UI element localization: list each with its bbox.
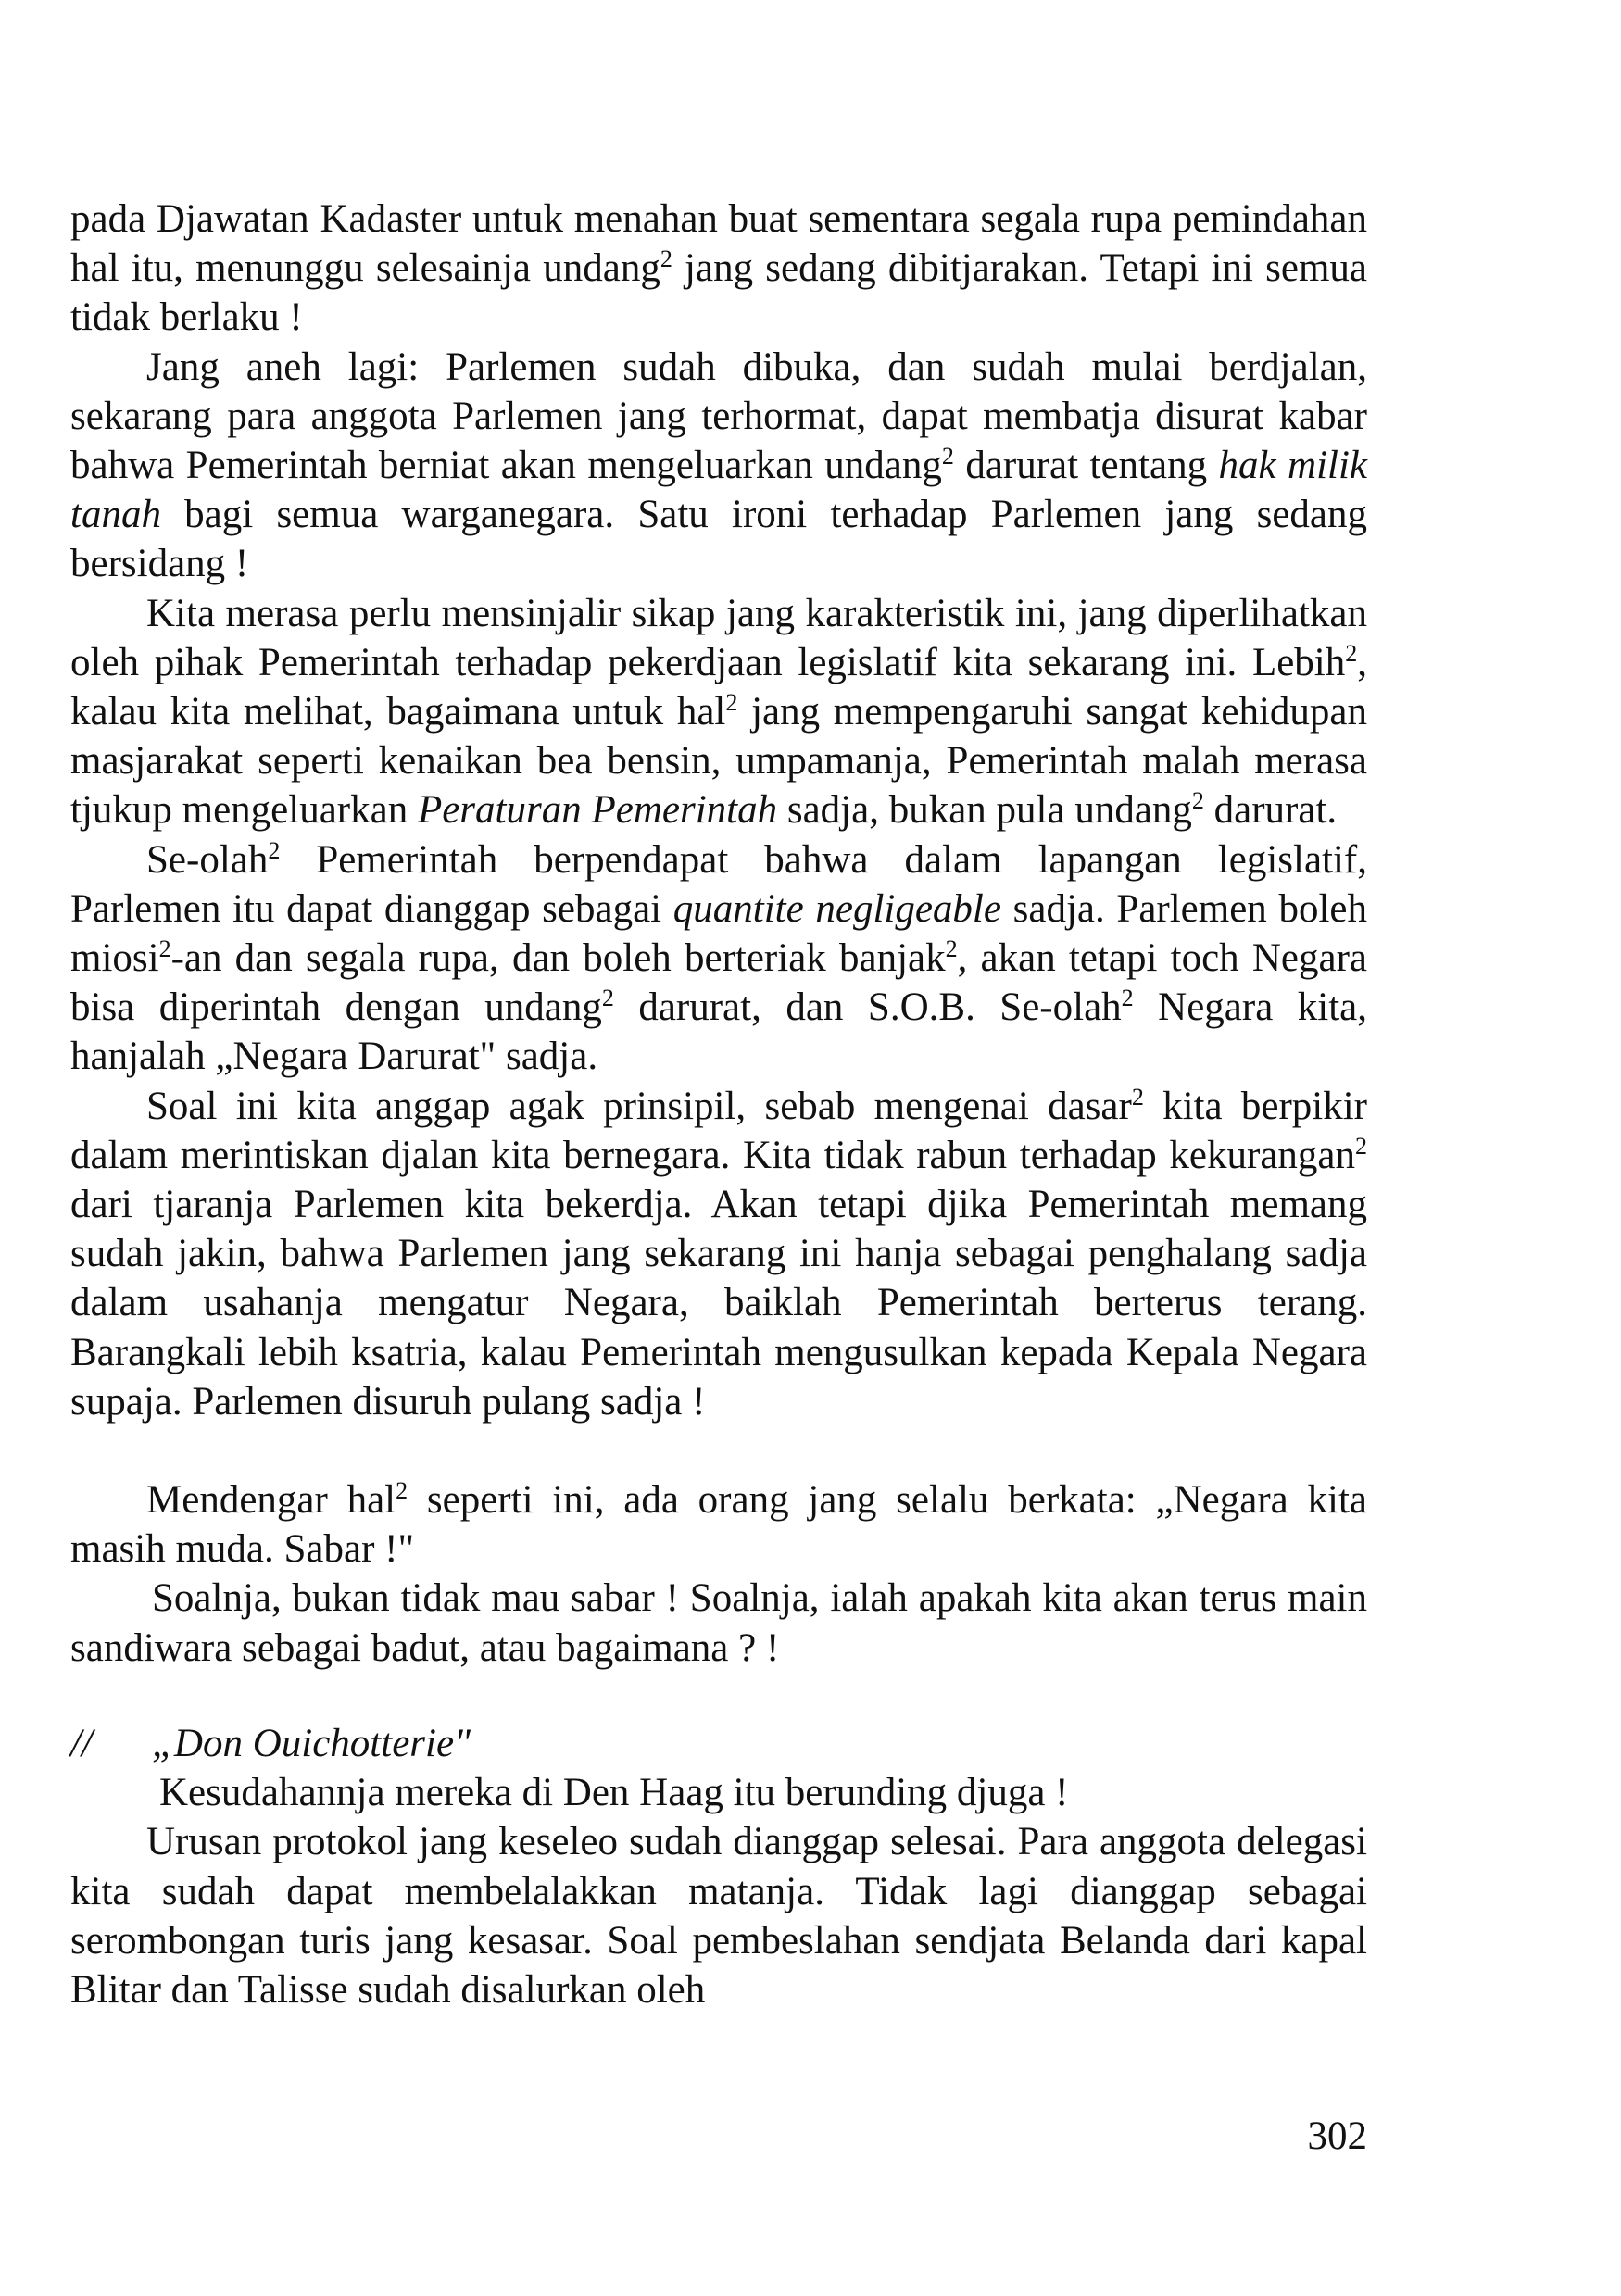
text-run: Jang aneh lagi: Parlemen sudah dibuka, dan sudah mulai berdjalan, sekarang para anggota Parlemen jang terhormat, dapat membatja disurat kabar bahwa Pemerintah berniat akan mengeluarkan undang [70, 345, 1367, 488]
text-run: Kesudahannja mereka di Den Haag itu berunding djuga ! [159, 1771, 1069, 1815]
text-run: , kalau kita melihat, bagaimana untuk hal [70, 640, 1367, 734]
section-spacer [70, 1673, 1367, 1719]
text-run: jang mempengaruhi sangat kehidupan masjarakat seperti kenaikan bea bensin, umpamanja, Pemerintah malah merasa tjukup mengeluarkan [70, 690, 1367, 833]
italic-term: Peraturan Pemerintah [417, 788, 778, 833]
paragraph-6 [70, 1475, 1367, 1574]
text-run: dari tjaranja Parlemen kita bekerdja. Akan tetapi djika Pemerintah memang sudah jakin, bahwa Parlemen jang sekarang ini hanja sebagai penghalang sadja dalam usahanja mengatur Negara, baiklah Pemerintah berterus terang. Barangkali lebih ksatria, kalau Pemerintah mengusulkan kepada Kepala Negara supaja. Parlemen disuruh pulang sadja ! [70, 1183, 1367, 1424]
superscript: 2 [1191, 787, 1204, 815]
paragraph-9 [70, 1817, 1367, 2014]
superscript: 2 [268, 836, 281, 864]
text-run: Pemerintah berpendapat bahwa dalam lapangan legislatif, Parlemen itu dapat dianggap sebagai [70, 837, 1367, 931]
section-mark: // [70, 1721, 93, 1765]
paragraph-8 [70, 1768, 1367, 1817]
document-body [70, 194, 1367, 2014]
text-run: Negara kita, hanjalah „Negara Darurat" sadja. [70, 985, 1368, 1079]
text-run: jang sedang dibitjarakan. Tetapi ini semua tidak berlaku ! [70, 246, 1367, 340]
paragraph-1 [70, 194, 1367, 343]
page-number: 302 [1307, 2114, 1367, 2158]
superscript: 2 [660, 245, 672, 273]
italic-term: hak milik tanah [70, 444, 1367, 537]
section-heading [70, 1719, 1367, 1768]
text-run: darurat, dan S.O.B. Se-olah [613, 985, 1122, 1030]
superscript: 2 [945, 935, 958, 963]
superscript: 2 [941, 443, 954, 470]
paragraph-spacer [70, 1426, 1367, 1475]
text-run: -an dan segala rupa, dan boleh berteriak banjak [170, 936, 946, 981]
text-run: kita berpikir dalam merintiskan djalan kita bernegara. Kita tidak rabun terhadap kekurangan [70, 1084, 1367, 1177]
paragraph-5 [70, 1082, 1367, 1426]
text-run: seperti ini, ada orang jang selalu berkata: „Negara kita masih muda. Sabar !" [70, 1478, 1367, 1572]
superscript: 2 [1131, 1083, 1144, 1110]
superscript: 2 [396, 1477, 408, 1505]
text-run: Soalnja, bukan tidak mau sabar ! Soalnja, ialah apakah kita akan terus main sandiwara sebagai badut, atau bagaimana ? ! [70, 1576, 1367, 1670]
text-run: sadja, bukan pula undang [777, 788, 1192, 833]
superscript: 2 [1355, 1132, 1367, 1160]
superscript: 2 [725, 689, 738, 717]
text-run: , akan tetapi toch Negara bisa diperintah dengan undang [70, 936, 1368, 1030]
text-run: Urusan protokol jang keseleo sudah dianggap selesai. Para anggota delegasi kita sudah dapat membelalakkan matanja. Tidak lagi dianggap sebagai serombongan turis jang kesasar. Soal pembeslahan sendjata Belanda dari kapal Blitar dan Talisse sudah disalurkan oleh [70, 1820, 1367, 2012]
text-run: Soal ini kita anggap agak prinsipil, sebab mengenai dasar [146, 1084, 1132, 1128]
text-run: darurat. [1203, 788, 1338, 833]
text-run: darurat tentang [953, 444, 1219, 488]
text-run: Kita merasa perlu mensinjalir sikap jang karakteristik ini, jang diperlihatkan oleh pihak Pemerintah terhadap pekerdjaan legislatif kita sekarang ini. Lebih [70, 591, 1367, 684]
text-run: Se-olah [146, 837, 269, 882]
section-title: „Don Ouichotterie" [152, 1721, 471, 1765]
text-run: pada Djawatan Kadaster untuk menahan buat sementara segala rupa pemindahan hal itu, menunggu selesainja undang [70, 197, 1367, 291]
superscript: 2 [158, 935, 171, 963]
superscript: 2 [1345, 639, 1358, 667]
paragraph-4 [70, 835, 1367, 1082]
text-run: Mendengar hal [146, 1478, 396, 1523]
italic-term: quantite negligeable [672, 886, 1001, 931]
text-run: bagi semua warganegara. Satu ironi terhadap Parlemen jang sedang bersidang ! [70, 493, 1367, 586]
paragraph-3 [70, 589, 1367, 835]
paragraph-7 [70, 1574, 1367, 1672]
superscript: 2 [601, 985, 614, 1012]
superscript: 2 [1121, 985, 1134, 1012]
text-run: sadja. Parlemen boleh miosi [70, 886, 1367, 981]
paragraph-2 [70, 343, 1367, 589]
